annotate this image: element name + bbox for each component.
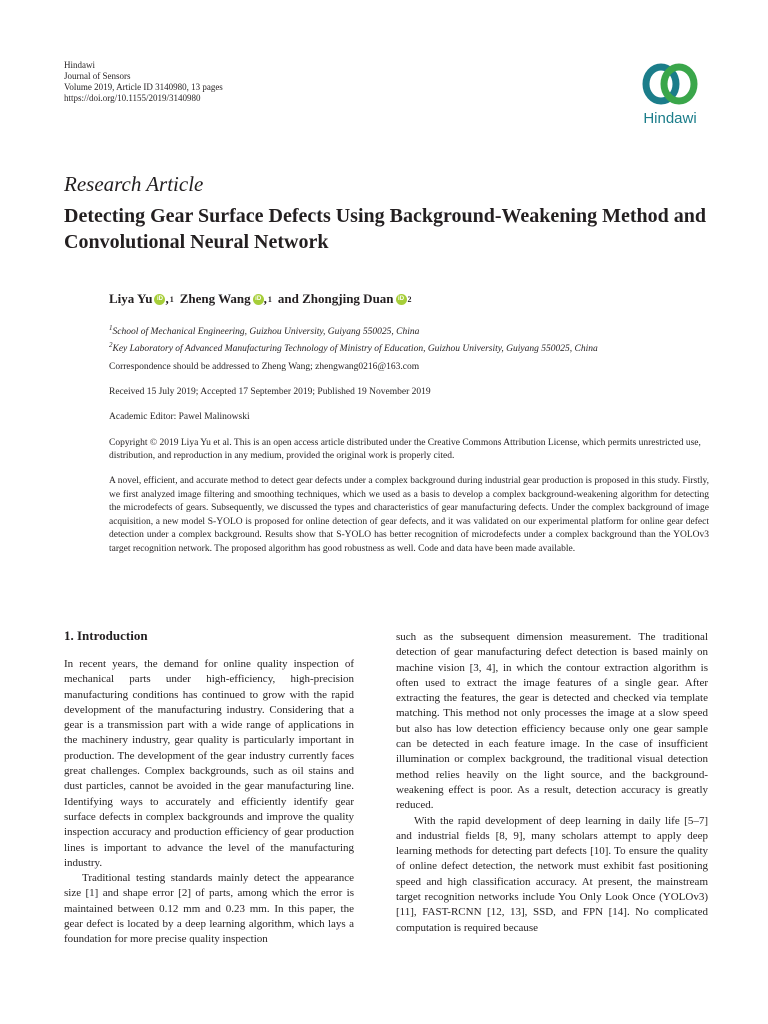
academic-editor: Academic Editor: Pawel Malinowski xyxy=(109,412,250,422)
paragraph: In recent years, the demand for online quality inspection of mechanical parts under high-efficiency, high-precision manufacturing conditions has continued to grow with the rapid development of the manufacturing industry. Considering that a gear is a transmission part with a wide range of applications in the machinery industry, gear quality is particularly important in production. The development of the gear industry currently faces great challenges. Complex backgrounds, such as oil stains and dust particles, cannot be avoided in the gear manufacturing line. Identifying ways to accurately and efficiently identify gear surface defects in complex backgrounds and improve the quality inspection accuracy and production efficiency of gear production lines is important to advance the level of the manufacturing industry. xyxy=(64,658,354,869)
paragraph: such as the subsequent dimension measurement. The traditional detection of gear manufacturing defect detection is based mainly on machine vision [3, 4], in which the contour extraction algorithm is often used to extract the image features of a single gear. After extracting the features, the gear is detected and checked via template matching. This method not only processes the image at a slow speed but also has low detection efficiency because only one gear sample can be detected in each feature image. In the case of insufficient illumination or complex background, the traditional visual detection method relies heavily on the light source, and the background-weakening effect is poor. As a result, detection accuracy is greatly reduced. xyxy=(396,631,708,812)
affiliation-2: $^2$Key Laboratory of Advanced Manufacturing Technology of Ministry of Education, Guizhou University, Guiyang 550025, China xyxy=(109,341,598,355)
abstract: A novel, efficient, and accurate method to detect gear defects under a complex background during industrial gear production is proposed in this study. Firstly, we first analyzed image filtering and smoothing techniques, which we used as a basis to develop a complex background-weakening algorithm for detecting the microdefects of gears. Subsequently, we discussed the types and characteristics of gear manufacturing defects. Under the complex background of image acquisition, a new model S-YOLO is proposed for online detection of gear defects, and it was validated on our experimental platform for online gear defect detection under a complex background. Results show that S-YOLO has better recognition of microdefects under a complex background than the YOLOv3 target recognition network. The proposed algorithm has good robustness as well. Code and data have been made available. xyxy=(109,476,709,554)
left-column xyxy=(64,628,354,948)
hindawi-logo-text: Hindawi xyxy=(643,110,697,127)
affiliations xyxy=(109,322,598,356)
affiliation-marker: 1 xyxy=(267,294,272,304)
affiliation-marker: 2 xyxy=(407,294,412,304)
author-name[interactable]: and Zhongjing Duan xyxy=(277,291,394,306)
article-type: Research Article xyxy=(64,172,204,196)
author-name[interactable]: Liya Yu xyxy=(109,291,153,306)
paragraph: Traditional testing standards mainly detect the appearance size [1] and shape error [2] of parts, among which the error is maintained between 0.12 mm and 0.23 mm. In this paper, the gear defect is located by a deep learning algorithm, which lays a foundation for more precise quality inspection xyxy=(64,872,354,946)
affiliation-marker: 1 xyxy=(169,294,174,304)
copyright-notice: Copyright © 2019 Liya Yu et al. This is an open access article distributed under the Creative Commons Attribution License, which permits unrestricted use, distribution, and reproduction in any medium, provided the original work is properly cited. xyxy=(109,438,701,461)
paragraph: With the rapid development of deep learning in daily life [5–7] and industrial fields [8, 9], many scholars attempt to apply deep learning methods for detecting part defects [10]. To ensure the quality of online defect detection, the network must exhibit fast positioning speed and high classification accuracy. At present, the mainstream target recognition networks include You Only Look Once (YOLOv3) [11], FAST-RCNN [12, 13], SSD, and FPN [14]. No complicated computation is required because xyxy=(396,814,708,934)
journal-name: Journal of Sensors xyxy=(64,71,131,81)
journal-meta xyxy=(64,60,223,104)
article-title: Detecting Gear Surface Defects Using Background-Weakening Method and Convolutional Neural Network xyxy=(64,205,707,253)
publication-dates: Received 15 July 2019; Accepted 17 September 2019; Published 19 November 2019 xyxy=(109,387,431,397)
author-list: Liya Yu iD , 1 Zheng Wang iD , 1 and Zhongjing Duan iD 2 xyxy=(109,291,412,306)
publisher-name: Hindawi xyxy=(64,60,95,70)
doi-link[interactable]: https://doi.org/10.1155/2019/3140980 xyxy=(64,93,201,103)
right-column xyxy=(396,630,708,936)
orcid-icon[interactable]: iD xyxy=(154,294,165,305)
orcid-icon[interactable]: iD xyxy=(253,294,264,305)
volume-info: Volume 2019, Article ID 3140980, 13 pages xyxy=(64,82,223,92)
section-heading: 1. Introduction xyxy=(64,628,148,643)
author-name[interactable]: Zheng Wang xyxy=(179,291,251,306)
affiliation-1: $^1$School of Mechanical Engineering, Guizhou University, Guiyang 550025, China xyxy=(109,324,420,338)
hindawi-logo-icon xyxy=(641,60,699,108)
correspondence: Correspondence should be addressed to Zheng Wang; zhengwang0216@163.com xyxy=(109,362,420,372)
hindawi-logo xyxy=(632,60,708,127)
orcid-icon[interactable]: iD xyxy=(396,294,407,305)
